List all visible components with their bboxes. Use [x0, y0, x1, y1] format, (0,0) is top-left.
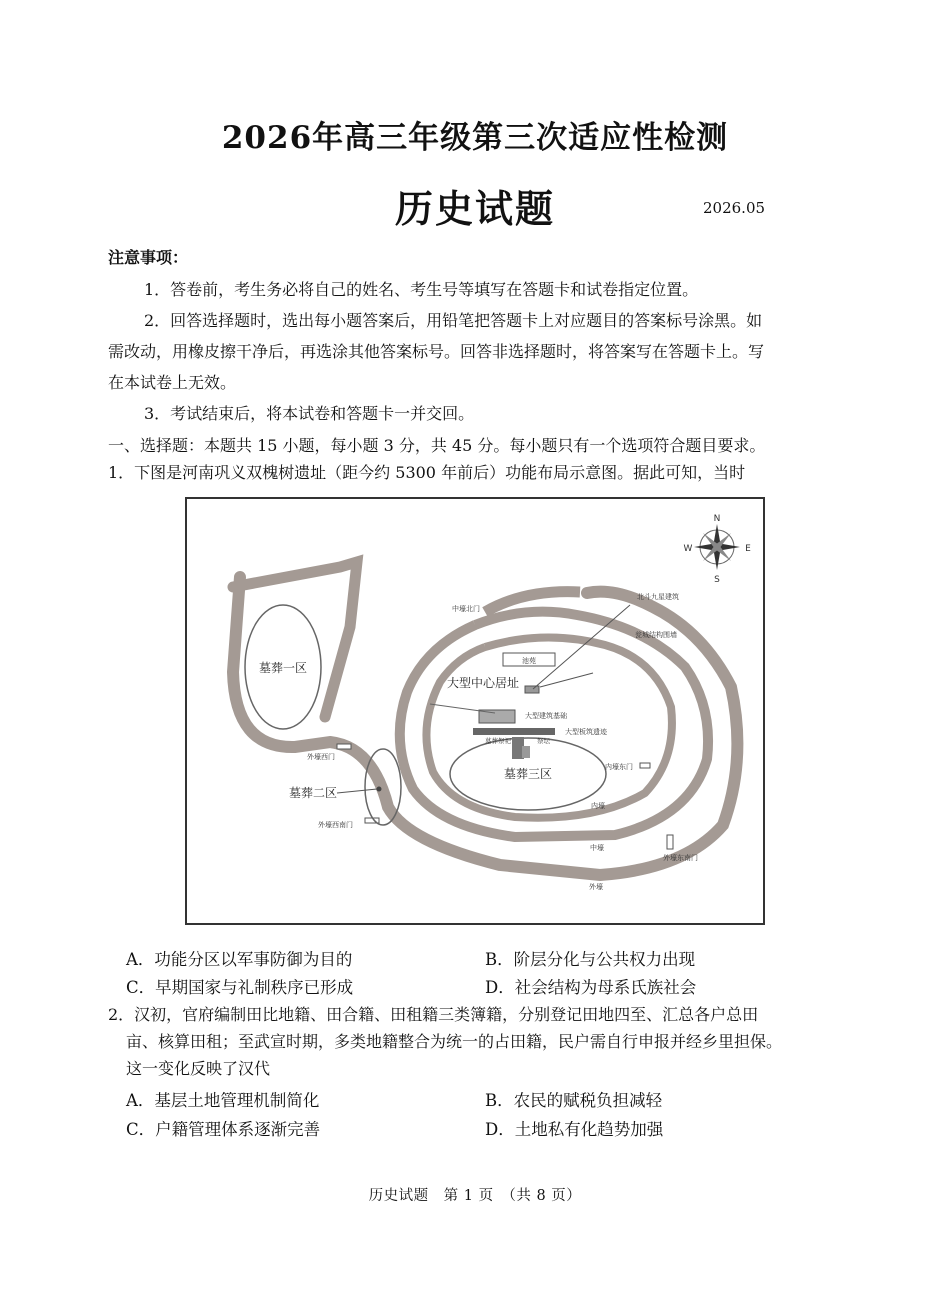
label-inner-east-gate: 内壕东门	[605, 763, 633, 771]
notice-heading: 注意事项：	[108, 248, 189, 267]
label-outer-moat: 外壕	[589, 883, 603, 891]
compass-n: N	[713, 514, 721, 524]
q2-option-a[interactable]: A．基层土地管理机制简化	[126, 1091, 320, 1110]
label-burial-2: 墓葬二区	[288, 786, 338, 800]
west-gate-marker	[337, 744, 351, 749]
exam-date: 2026.05	[703, 199, 766, 217]
compass-w: W	[683, 544, 693, 554]
label-plank: 大型板筑遗迹	[565, 728, 607, 736]
label-west-gate: 外壕西门	[307, 753, 335, 761]
question-2-line-1: 2．汉初，官府编制田比地籍、田合籍、田租籍三类簿籍，分别登记田地四至、汇总各户总田	[108, 1005, 759, 1024]
notice-item-2-line-2: 需改动，用橡皮擦干净后，再选涂其他答案标号。回答非选择题时，将答案写在答题卡上。写	[108, 342, 765, 361]
label-residence: 大型中心居址	[446, 676, 520, 690]
question-2-line-3: 这一变化反映了汉代	[126, 1059, 271, 1078]
compass-s: S	[714, 575, 720, 585]
label-burial-3: 墓葬三区	[503, 767, 553, 781]
exam-title: 2026年高三年级第三次适应性检测	[221, 120, 729, 156]
q1-option-a[interactable]: A．功能分区以军事防御为目的	[126, 950, 353, 969]
q2-option-d[interactable]: D．土地私有化趋势加强	[485, 1120, 664, 1139]
section-1-heading: 一、选择题：本题共 15 小题，每小题 3 分，共 45 分。每小题只有一个选项符合题目要求。	[108, 436, 766, 455]
q1-option-b[interactable]: B．阶层分化与公共权力出现	[485, 950, 696, 969]
burial-2-point	[377, 787, 382, 792]
notice-item-3: 3．考试结束后，将本试卷和答题卡一并交回。	[144, 404, 475, 423]
label-middle-moat: 中壕	[590, 844, 604, 852]
subject-title: 历史试题	[395, 186, 556, 231]
notice-item-1: 1．答卷前，考生务必将自己的姓名、考生号等填写在答题卡和试卷指定位置。	[144, 280, 699, 299]
inner-east-gate-marker	[640, 763, 650, 768]
q1-option-c[interactable]: C．早期国家与礼制秩序已形成	[126, 978, 354, 997]
label-pool: 池苑	[522, 657, 536, 665]
notice-item-2-line-3: 在本试卷上无效。	[108, 373, 237, 392]
label-north-gate: 中壕北门	[452, 605, 480, 613]
altar-rect-2	[522, 746, 530, 758]
site-layout-map	[185, 497, 765, 925]
compass-e: E	[745, 544, 751, 554]
central-residence-rect	[525, 686, 539, 693]
notice-item-2-line-1: 2．回答选择题时，选出每小题答案后，用铅笔把答题卡上对应题目的答案标号涂黑。如	[144, 311, 763, 330]
label-inner-moat: 内壕	[591, 802, 605, 810]
label-southeast-gate: 外壕东南门	[663, 854, 698, 862]
question-2-line-2: 亩、核算田租；至武宣时期，多类地籍整合为统一的占田籍，民户需自行申报并经乡里担保。	[126, 1032, 783, 1051]
label-southwest-gate: 外壕西南门	[318, 821, 353, 829]
southeast-gate-marker	[667, 835, 673, 849]
question-1-stem: 1．下图是河南巩义双槐树遗址（距今约 5300 年前后）功能布局示意图。据此可知，当时	[108, 463, 746, 482]
page-footer: 历史试题 第 1 页 （共 8 页）	[368, 1188, 582, 1204]
label-foundation: 大型建筑基础	[525, 712, 567, 720]
label-burial-1: 墓葬一区	[258, 661, 308, 675]
q2-option-b[interactable]: B．农民的赋税负担减轻	[485, 1091, 663, 1110]
label-wall: 瓮城结构围墙	[635, 631, 677, 639]
label-big-dipper: 北斗九星建筑	[637, 593, 679, 601]
label-sacrifice: 墓葬祭祀	[485, 737, 511, 745]
q2-option-c[interactable]: C．户籍管理体系逐渐完善	[126, 1120, 321, 1139]
q1-option-d[interactable]: D．社会结构为母系氏族社会	[485, 978, 697, 997]
label-altar: 祭坛	[537, 737, 550, 745]
plank-rect	[473, 728, 555, 735]
